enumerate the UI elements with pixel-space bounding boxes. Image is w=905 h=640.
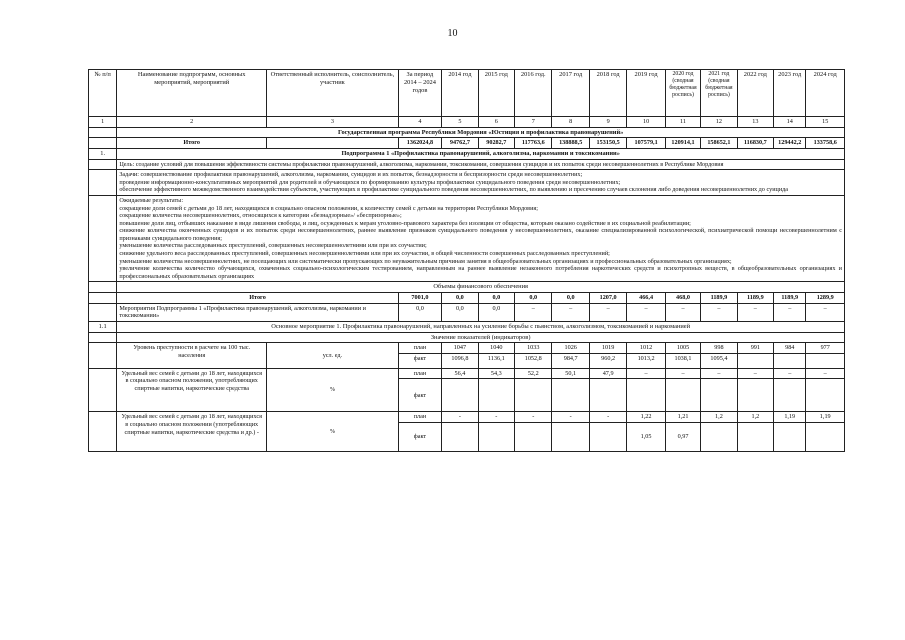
subprogram-goal: Цель: создание условий для повышения эффективности системы профилактики правонарушений, алкоголизма, наркомании, токсикомании, совершения суицидов и их попыток среди несовершеннолетних в Республике Мордовия <box>117 159 845 170</box>
plan-value: 1,22 <box>627 412 665 423</box>
program-total-label: Итого <box>117 138 267 149</box>
measures-value: – <box>627 303 665 321</box>
program-title-row <box>89 127 845 138</box>
indicator-name: Уровень преступности в расчете на 100 тыс. населения <box>117 343 267 369</box>
header-name: Наименование подпрограмм, основных мероприятий, мероприятий <box>117 70 267 117</box>
subprogram-title-row <box>89 148 845 159</box>
header-year: 2020 год (сводная бюджетная роспись) <box>665 70 700 117</box>
plan-value: 1,2 <box>701 412 737 423</box>
indicator-unit: % <box>267 368 399 412</box>
plan-value: 991 <box>737 343 773 354</box>
col-number: 3 <box>267 117 399 128</box>
fact-value <box>478 379 514 412</box>
fact-label: факт <box>398 353 442 368</box>
fact-value <box>589 379 626 412</box>
fact-value <box>737 353 773 368</box>
indicators-title: Значение показателей (индикаторов) <box>117 332 845 343</box>
main-activity-number: 1.1 <box>89 321 117 332</box>
indicator-unit: усл. ед. <box>267 343 399 369</box>
finance-value: 0,0 <box>515 293 552 304</box>
finance-title-row <box>89 282 845 293</box>
finance-total-label: Итого <box>117 293 398 304</box>
total-value: 120914,1 <box>665 138 700 149</box>
fact-value: 960,2 <box>589 353 626 368</box>
fact-value <box>806 423 845 452</box>
total-value: 133758,6 <box>806 138 845 149</box>
plan-value: 984 <box>774 343 806 354</box>
fact-value: 1096,8 <box>442 353 478 368</box>
measures-row <box>89 303 845 321</box>
fact-value <box>806 353 845 368</box>
col-number: 5 <box>442 117 478 128</box>
result-line: снижение удельного веса расследованных преступлений, совершенных несовершеннолетними или при их соучастии, в общей численности совершенных расследованных преступлений; <box>119 249 610 257</box>
plan-value: – <box>774 368 806 379</box>
fact-value <box>442 379 478 412</box>
plan-value: - <box>589 412 626 423</box>
total-value: 153150,5 <box>589 138 626 149</box>
fact-label: факт <box>398 423 442 452</box>
plan-value: 1005 <box>665 343 700 354</box>
fact-value <box>515 423 552 452</box>
fact-value <box>774 379 806 412</box>
plan-value: – <box>627 368 665 379</box>
indicator-unit: % <box>267 412 399 452</box>
plan-label: план <box>398 368 442 379</box>
total-value: 1362024,8 <box>398 138 442 149</box>
plan-label: план <box>398 412 442 423</box>
total-value: 94762,7 <box>442 138 478 149</box>
fact-label: факт <box>398 379 442 412</box>
subprogram-tasks-row <box>89 170 845 196</box>
fact-value <box>774 353 806 368</box>
total-value: 107579,1 <box>627 138 665 149</box>
plan-value: 52,2 <box>515 368 552 379</box>
finance-value: 1189,9 <box>737 293 773 304</box>
plan-value: - <box>442 412 478 423</box>
finance-value: 466,4 <box>627 293 665 304</box>
fact-value: 0,97 <box>665 423 700 452</box>
header-year: 2015 год <box>478 70 514 117</box>
header-year: 2016 год. <box>515 70 552 117</box>
plan-value: - <box>552 412 589 423</box>
fact-value <box>442 423 478 452</box>
measures-value: – <box>701 303 737 321</box>
measures-value: – <box>589 303 626 321</box>
col-number: 1 <box>89 117 117 128</box>
measures-value: 0,0 <box>478 303 514 321</box>
col-number: 15 <box>806 117 845 128</box>
measures-value: – <box>774 303 806 321</box>
col-number: 9 <box>589 117 626 128</box>
column-number-row <box>89 117 845 128</box>
col-number: 7 <box>515 117 552 128</box>
result-line: уменьшение количества расследованных преступлений, совершенных несовершеннолетними или при их соучастии; <box>119 242 427 250</box>
header-year: 2024 год <box>806 70 845 117</box>
plan-value: 977 <box>806 343 845 354</box>
fact-value <box>589 423 626 452</box>
finance-value: 468,0 <box>665 293 700 304</box>
header-year: 2018 год <box>589 70 626 117</box>
plan-value: 998 <box>701 343 737 354</box>
finance-total-row <box>89 293 845 304</box>
task-line: проведение информационно-консультативных мероприятий для родителей и обучающихся по формированию культуры профилактики суицидального поведения среди несовершеннолетних; <box>119 178 621 186</box>
total-value: 116830,7 <box>737 138 773 149</box>
plan-value: 1,19 <box>806 412 845 423</box>
fact-value <box>737 379 773 412</box>
plan-value: 1040 <box>478 343 514 354</box>
program-title: Государственная программа Республики Мордовия «Юстиция и профилактика правонарушений» <box>117 127 845 138</box>
measures-value: – <box>552 303 589 321</box>
measures-value: 0,0 <box>442 303 478 321</box>
col-number: 11 <box>665 117 700 128</box>
col-number: 4 <box>398 117 442 128</box>
result-line: сокращение доли семей с детьми до 18 лет, находящихся в социально опасном положении, к количеству семей с детьми на территории Республики Мордовия; <box>119 204 538 212</box>
header-year: 2023 год <box>774 70 806 117</box>
subprogram-goal-row <box>89 159 845 170</box>
col-number: 12 <box>701 117 737 128</box>
header-year: 2019 год <box>627 70 665 117</box>
plan-value: 56,4 <box>442 368 478 379</box>
col-number: 13 <box>737 117 773 128</box>
indicator-name: Удельный вес семей с детьми до 18 лет, находящихся в социально опасном положении, употребляющих спиртные напитки, наркотические средства <box>117 368 267 412</box>
subprogram-results <box>117 196 845 282</box>
fact-value <box>627 379 665 412</box>
plan-value: 1,21 <box>665 412 700 423</box>
result-line: сокращение количества несовершеннолетних, относящихся к категории «безнадзорные»/ «беспризорные»; <box>119 212 402 220</box>
plan-value: 1026 <box>552 343 589 354</box>
finance-value: 7001,0 <box>398 293 442 304</box>
plan-value: 47,9 <box>589 368 626 379</box>
header-period: За период 2014 – 2024 годов <box>398 70 442 117</box>
fact-value: 1136,1 <box>478 353 514 368</box>
header-responsible: Ответственный исполнитель, соисполнитель, участник <box>267 70 399 117</box>
fact-value <box>478 423 514 452</box>
fact-value: 1,05 <box>627 423 665 452</box>
measures-value: – <box>665 303 700 321</box>
col-number: 14 <box>774 117 806 128</box>
main-activity-title: Основное мероприятие 1. Профилактика правонарушений, направленных на усиление борьбы с пьянством, алкоголизмом, токсикоманией и наркоманией <box>117 321 845 332</box>
total-value: 117763,6 <box>515 138 552 149</box>
plan-label: план <box>398 343 442 354</box>
total-value: 138888,5 <box>552 138 589 149</box>
subprogram-tasks <box>117 170 845 196</box>
subprogram-title: Подпрограмма 1 «Профилактика правонарушений, алкоголизма, наркомании и токсикомании» <box>117 148 845 159</box>
fact-value <box>701 423 737 452</box>
col-number: 8 <box>552 117 589 128</box>
plan-value: – <box>806 368 845 379</box>
fact-value: 984,7 <box>552 353 589 368</box>
finance-value: 0,0 <box>478 293 514 304</box>
fact-value: 1052,8 <box>515 353 552 368</box>
plan-value: 54,3 <box>478 368 514 379</box>
header-year: 2017 год <box>552 70 589 117</box>
fact-value <box>701 379 737 412</box>
col-number: 6 <box>478 117 514 128</box>
plan-value: 1047 <box>442 343 478 354</box>
indicator-plan-row <box>89 343 845 354</box>
finance-value: 1189,9 <box>774 293 806 304</box>
finance-title: Объемы финансового обеспечения <box>117 282 845 293</box>
header-year: 2014 год <box>442 70 478 117</box>
plan-value: 1012 <box>627 343 665 354</box>
header-year: 2021 год (сводная бюджетная роспись) <box>701 70 737 117</box>
finance-value: 1289,9 <box>806 293 845 304</box>
result-line: снижение количества оконченных суицидов и их попыток среди несовершеннолетних, раннее выявление признаков суицидального поведения у несовершеннолетних, оказание специализированной психологической, психиатрической помощи несовершеннолетним с признаками суицидального поведения; <box>119 227 842 242</box>
result-line: увеличение количества количество обучающихся, охваченных социально-психологическим тестированием, направленным на раннее выявление незаконного потребления наркотических средств и психотропных веществ, в общеобразовательных организациях и профессиональных образовательных организациях <box>119 265 842 280</box>
measures-label: Мероприятия Подпрограммы 1 «Профилактика правонарушений, алкоголизма, наркомании и токсикомании» <box>117 303 398 321</box>
result-line: Ожидаемые результаты: <box>119 197 184 204</box>
indicators-title-row <box>89 332 845 343</box>
finance-value: 1189,9 <box>701 293 737 304</box>
fact-value <box>806 379 845 412</box>
fact-value <box>515 379 552 412</box>
fact-value <box>737 423 773 452</box>
page-number: 10 <box>447 28 458 39</box>
measures-value: – <box>515 303 552 321</box>
fact-value <box>665 379 700 412</box>
fact-value: 1095,4 <box>701 353 737 368</box>
measures-value: – <box>737 303 773 321</box>
finance-value: 0,0 <box>442 293 478 304</box>
fact-value <box>552 423 589 452</box>
fact-value: 1038,1 <box>665 353 700 368</box>
indicator-plan-row <box>89 368 845 379</box>
col-number: 10 <box>627 117 665 128</box>
main-activity-row <box>89 321 845 332</box>
plan-value: – <box>665 368 700 379</box>
program-total-row <box>89 138 845 149</box>
header-year: 2022 год <box>737 70 773 117</box>
result-line: уменьшение количества несовершеннолетних, не посещающих или систематически пропускающих по неуважительным причинам занятия в общеобразовательных организациях и профессиональных образовательных организациях; <box>119 257 732 265</box>
plan-value: 1,2 <box>737 412 773 423</box>
total-value: 129442,2 <box>774 138 806 149</box>
total-value: 90282,7 <box>478 138 514 149</box>
task-line: обеспечение эффективного межведомственного взаимодействия субъектов, участвующих в профилактике суицидального поведения несовершеннолетних, по выявлению и пресечению случаев склонения либо доведения несовершеннолетних до суицида <box>119 186 789 194</box>
plan-value: 50,1 <box>552 368 589 379</box>
fact-value <box>552 379 589 412</box>
fact-value <box>774 423 806 452</box>
program-table <box>88 69 845 452</box>
plan-value: – <box>737 368 773 379</box>
indicator-plan-row <box>89 412 845 423</box>
finance-value: 0,0 <box>552 293 589 304</box>
plan-value: - <box>478 412 514 423</box>
subprogram-results-row <box>89 196 845 282</box>
header-row <box>89 70 845 117</box>
plan-value: - <box>515 412 552 423</box>
result-line: повышение доли лиц, отбывших наказание в виде лишения свободы, и лиц, осужденных к мерам уголовно-правового характера без изоляции от общества, которым оказано содействие в их социальной реабилитации; <box>119 219 691 227</box>
plan-value: 1033 <box>515 343 552 354</box>
header-num: № п/п <box>89 70 117 117</box>
measures-value: 0,0 <box>398 303 442 321</box>
plan-value: 1,19 <box>774 412 806 423</box>
fact-value: 1013,2 <box>627 353 665 368</box>
total-value: 158652,1 <box>701 138 737 149</box>
subprogram-number: 1. <box>89 148 117 159</box>
task-line: Задачи: совершенствование профилактики правонарушений, алкоголизма, наркомании, суицидов и их попыток, безнадзорности и беспризорности среди несовершеннолетних; <box>119 171 583 179</box>
col-number: 2 <box>117 117 267 128</box>
plan-value: – <box>701 368 737 379</box>
indicator-name: Удельный вес семей с детьми до 18 лет, находящихся в социально опасном положении (употребляющих спиртные напитки, наркотические средства и др.) - <box>117 412 267 452</box>
finance-value: 1207,0 <box>589 293 626 304</box>
measures-value: – <box>806 303 845 321</box>
plan-value: 1019 <box>589 343 626 354</box>
